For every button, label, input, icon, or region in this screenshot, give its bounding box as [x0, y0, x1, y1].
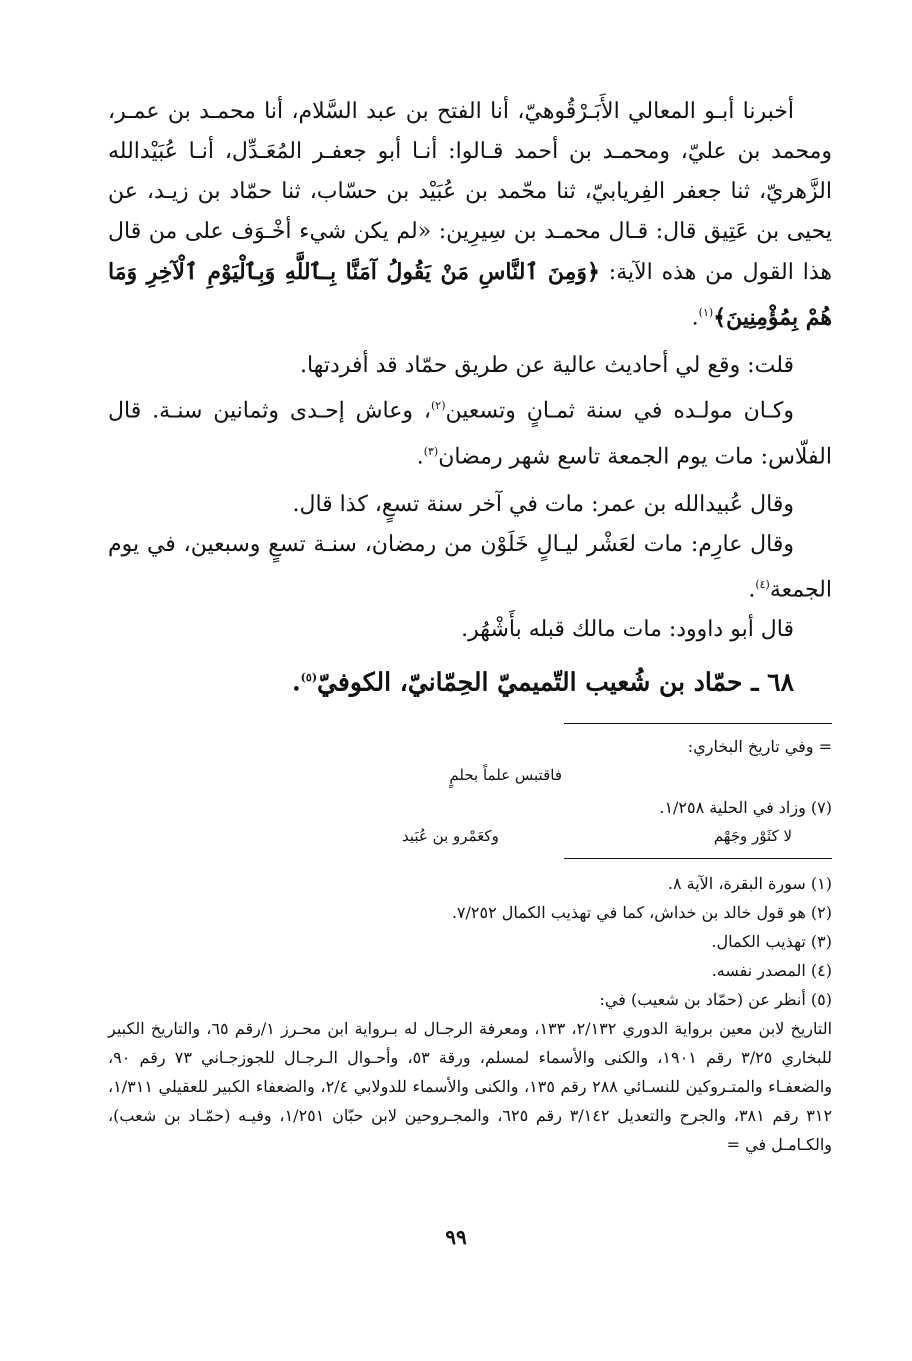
poem-hemistich: فاقتبس علماً بحلمٍ	[449, 765, 562, 784]
footnote-5-body: التاريخ لابن معين برواية الدوري ٢/١٣٢، ١٣٣، ومعرفة الرجـال له بـرواية ابن محـرز ١/رقم ٦٥، والتاريخ الكبير للبخاري ٣/٢٥ رقم ١٩٠١، والكنى والأسماء لمسلم، ورقة ٥٣، وأحـوال الـرجـال للجوزجـاني ٧٣ رقم ٩٠، والضعفـاء والمتـروكين للنسـائي ٢٨٨ رقم ١٣٥، والكنى والأسماء للدولابي ٢/٤، والضعفاء الكبير للعقيلي ١/٣١١، ٣١٢ رقم ٣٨١، والجرح والتعديل ٣/١٤٢ رقم ٦٢٥، والمجـروحين لابن حبّان ١/٢٥١، وفيـه (حمّـاد بن شعب)، والكـامـل في =	[108, 1018, 833, 1154]
paragraph-arim: وقال عارِم: مات لعَشْر ليـالٍ خَلَوْن من رمضان، سنـة تسعٍ وسبعين، في يوم الجمعة$^{(٤)}$.	[108, 531, 832, 603]
poem-hemistich-right: لا كثَوْر وجَهْم	[713, 826, 792, 845]
footnote-ref-1: (١)	[698, 306, 714, 319]
paragraph-note: قلت: وقع لي أحاديث عالية عن طريق حمّاد قد أفردتها.	[300, 353, 794, 379]
paragraph-ubaydullah: وقال عُبيدالله بن عمر: مات في آخر سنة تسعٍ، كذا قال.	[292, 491, 794, 517]
footnote-divider	[564, 858, 832, 859]
page-number: ٩٩	[445, 1225, 467, 1249]
paragraph-isnad: أخبرنا أبـو المعالي الأَبَـرْقُوهيّ، أنا الفتح بن عبد السَّلام، أنا محمـد بن عمـر، ومحمد بن عليّ، ومحمـد بن أحمد قـالوا: أنـا أبو جعفـر المُعَـدِّل، أنـا عُبَيْدالله الزَّهريّ، ثنا جعفر الفِريابيّ، ثنا محّمد بن عُبَيْد بن حسّاب، ثنا حمّاد بن زيـد، عن يحيى بن عَتِيق قال: قـال محمـد بن سِيرِين: «لم يكن شيء أخْـوَف على من قال هذا القول من هذه الآية: ﴿وَمِنَ ٱلنَّاسِ مَنْ يَقُولُ آمَنَّا بِـٱللَّهِ وَبِٱلْيَوْمِ ٱلْآخِرِ وَمَا هُمْ بِمُؤْمِنِينَ﴾$^{(١)}$.	[108, 99, 832, 331]
page-content	[108, 92, 832, 1159]
footnote-3: (٣) تهذيب الكمال.	[711, 931, 832, 951]
continued-note-line: = وفي تاريخ البخاري:	[687, 736, 832, 756]
paragraph-abu-dawud: قال أبو داوود: مات مالك قبله بأَشْهُر.	[461, 617, 794, 643]
poem-verse-2	[402, 822, 792, 850]
poem-hemistich-left: وكعَمْرو بن عُبَيد	[402, 826, 499, 845]
note-7: (٧) وزاد في الحلية ١/٢٥٨.	[659, 797, 832, 817]
footnote-ref-5: (٥)	[300, 671, 318, 685]
footnote-2: (٢) هو قول خالد بن خداش، كما في تهذيب الكمال ٧/٢٥٢.	[451, 902, 832, 922]
footnote-5: (٥) أنظر عن (حمّاد بن شعيب) في:	[599, 989, 832, 1009]
poem-verse-1	[402, 761, 792, 789]
footnote-ref-2: (٢)	[431, 399, 446, 413]
isnad-text: أخبرنا أبـو المعالي الأَبَـرْقُوهيّ، أنا الفتح بن عبد السَّلام، أنا محمـد بن عمـر، ومحمد بن عليّ، ومحمـد بن أحمد قـالوا: أنـا أبو جعفـر المُعَـدِّل، أنـا عُبَيْدالله الزَّهريّ، ثنا جعفر الفِريابيّ، ثنا محّمد بن عُبَيْد بن حسّاب، ثنا حمّاد بن زيـد، عن يحيى بن عَتِيق قال: قـال محمـد بن سِيرِين: «لم يكن شيء أخْـوَف على من قال هذا القول من هذه الآية:	[108, 99, 832, 285]
footnote-1: (١) سورة البقرة، الآية ٨.	[667, 873, 832, 893]
footnote-divider-top	[564, 723, 832, 724]
main-text	[108, 92, 832, 650]
quran-verse: ﴿وَمِنَ ٱلنَّاسِ مَنْ يَقُولُ آمَنَّا بِـٱللَّهِ وَبِٱلْيَوْمِ ٱلْآخِرِ وَمَا هُمْ بِمُؤْمِنِينَ﴾	[108, 259, 832, 331]
footnote-ref-4: (٤)	[755, 577, 770, 591]
continued-notes	[108, 732, 832, 850]
footnote-4: (٤) المصدر نفسه.	[711, 960, 832, 980]
footnote-ref-3: (٣)	[423, 444, 439, 458]
footnotes	[108, 869, 832, 1159]
paragraph-birth: وكـان مولـده في سنة ثمـانٍ وتسعين$^{(٢)}$، وعاش إحـدى وثمانين سنـة. قال الفلّاس: مات يوم الجمعة تاسع شهر رمضان$^{(٣)}$.	[108, 398, 832, 469]
entry-heading: ٦٨ ـ حمّاد بن شُعيب التّميميّ الحِمّانيّ، الكوفيّ$^{(٥)}$.	[291, 667, 794, 697]
